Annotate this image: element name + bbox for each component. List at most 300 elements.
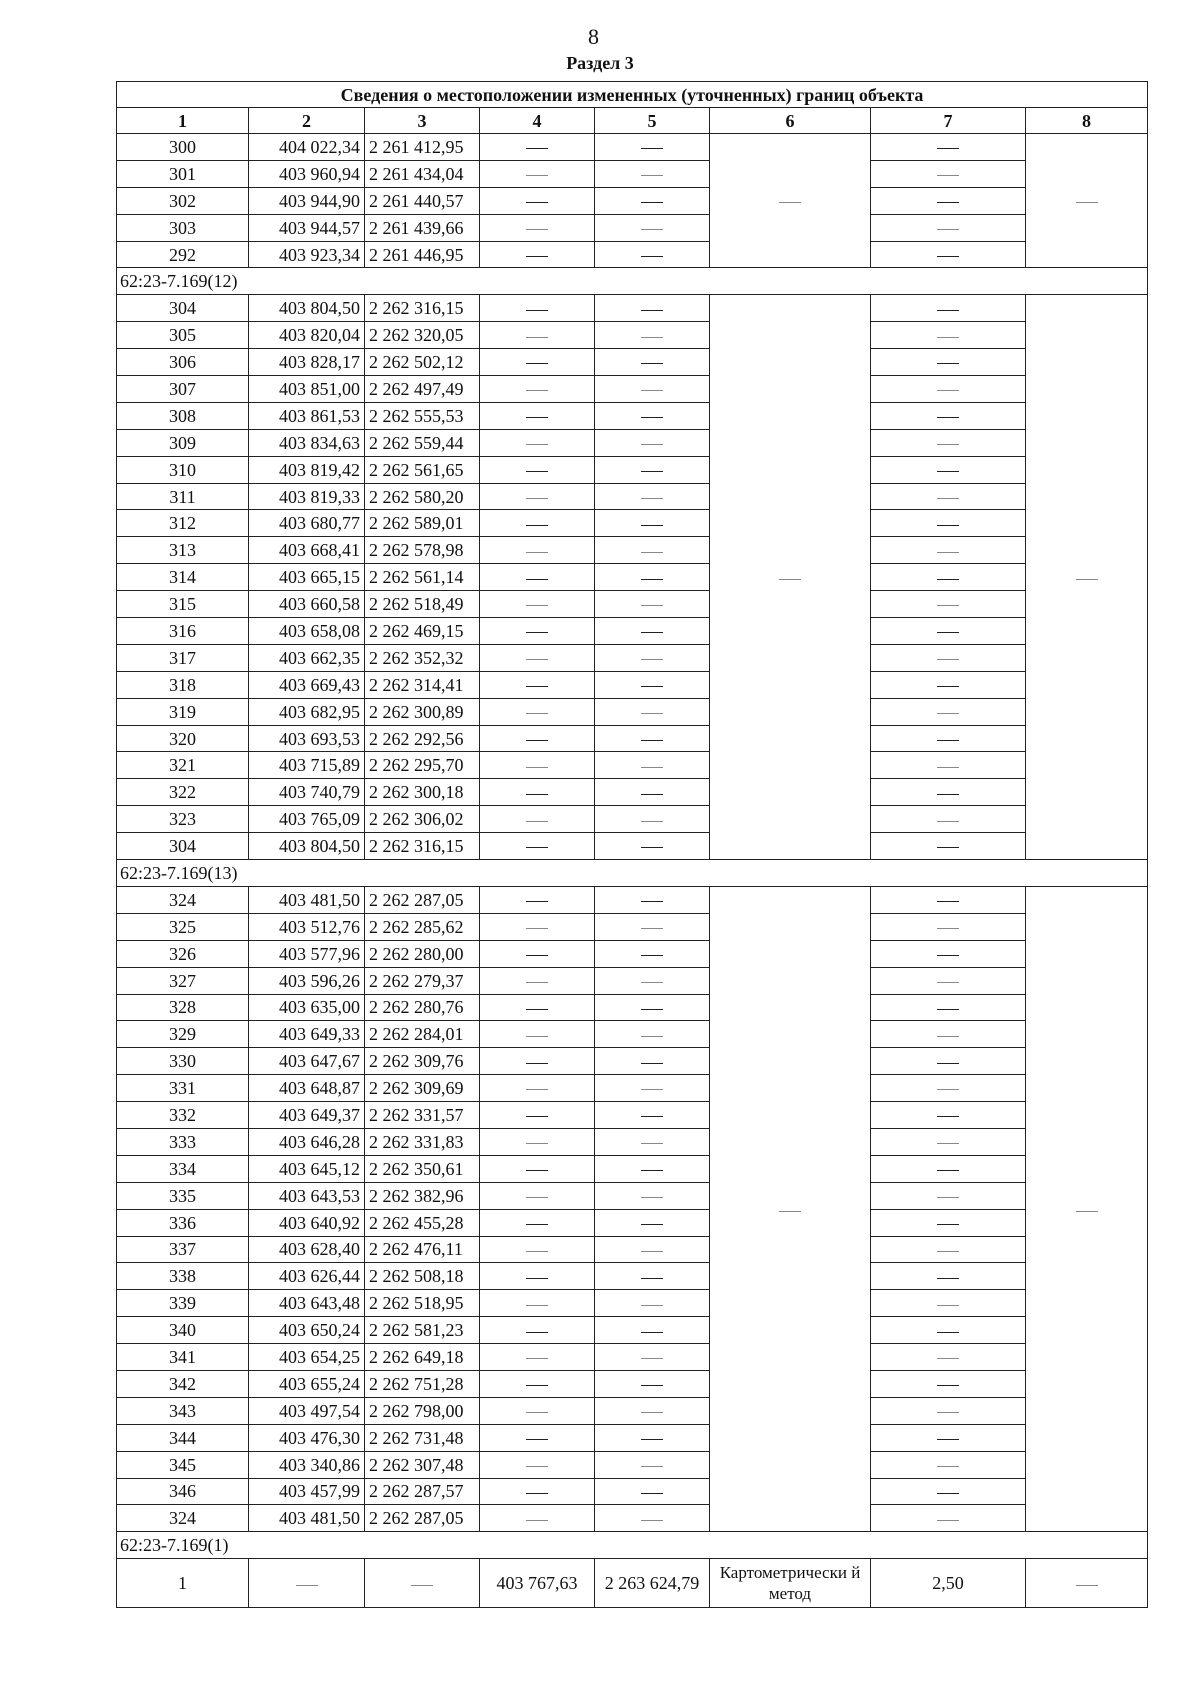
point-number: 342 [117,1370,249,1397]
col4-value [480,483,595,510]
table-row [117,160,1148,187]
coord-y: 2 261 412,95 [365,134,480,161]
dash-mark [526,928,548,929]
point-number: 343 [117,1397,249,1424]
dash-mark [526,901,548,902]
dash-mark [641,552,663,553]
dash-mark [641,847,663,848]
col1-value: 1 [117,1559,249,1608]
col4-value [480,886,595,913]
col4-value [480,618,595,645]
col5-value [595,402,710,429]
table-row [117,1182,1148,1209]
coord-y: 2 262 731,48 [365,1424,480,1451]
table-row [117,510,1148,537]
col5-value [595,591,710,618]
col4-value [480,1370,595,1397]
dash-mark [937,175,959,176]
col7-value [871,698,1026,725]
dash-mark [526,1036,548,1037]
dash-mark [937,552,959,553]
dash-mark [641,740,663,741]
col7-value [871,886,1026,913]
col7-value [871,510,1026,537]
table-row [117,752,1148,779]
coord-y: 2 262 352,32 [365,644,480,671]
col4-value [480,1424,595,1451]
point-number: 301 [117,160,249,187]
col5-value [595,1317,710,1344]
col4-value [480,940,595,967]
col7-value [871,644,1026,671]
column-header-8: 8 [1026,108,1148,134]
col7-value [871,160,1026,187]
coord-y: 2 262 561,65 [365,456,480,483]
col5-value [595,187,710,214]
col4-value [480,644,595,671]
table-row [117,1075,1148,1102]
point-number: 335 [117,1182,249,1209]
dash-mark [526,821,548,822]
dash-mark [641,659,663,660]
col7-value [871,913,1026,940]
col4-value [480,591,595,618]
col7-value [871,429,1026,456]
col4-value [480,214,595,241]
dash-mark [641,1251,663,1252]
dash-mark [526,1385,548,1386]
col4-value [480,1021,595,1048]
table-row [117,241,1148,268]
dash-mark [641,417,663,418]
group-label: 62:23-7.169(12) [117,268,1148,295]
column-header-1: 1 [117,108,249,134]
col6-merged [710,295,871,860]
dash-mark [526,1305,548,1306]
point-number: 330 [117,1048,249,1075]
col7-value [871,134,1026,161]
table-row [117,618,1148,645]
col5-value [595,806,710,833]
dash-mark [641,632,663,633]
point-number: 314 [117,564,249,591]
dash-mark [641,1385,663,1386]
table-row [117,806,1148,833]
dash-mark [641,1170,663,1171]
dash-mark [641,605,663,606]
column-header-5: 5 [595,108,710,134]
col8-value [1026,1559,1148,1608]
dash-mark [641,1493,663,1494]
coord-y: 2 262 287,05 [365,1505,480,1532]
coord-x: 403 682,95 [249,698,365,725]
col5-value [595,295,710,322]
col4-value [480,187,595,214]
coord-y: 2 262 649,18 [365,1344,480,1371]
table-title: Сведения о местоположении измененных (уточненных) границ объекта [117,82,1148,108]
dash-mark [641,148,663,149]
col4-value [480,806,595,833]
coord-y: 2 262 751,28 [365,1370,480,1397]
dash-mark [641,686,663,687]
col5-value [595,134,710,161]
col5-value [595,967,710,994]
dash-mark [937,1305,959,1306]
dash-mark [526,686,548,687]
dash-mark [526,1466,548,1467]
coord-x: 403 457,99 [249,1478,365,1505]
point-number: 324 [117,1505,249,1532]
col5-value [595,1370,710,1397]
dash-mark [937,794,959,795]
coord-x: 403 649,33 [249,1021,365,1048]
col5-value [595,537,710,564]
dash-mark [937,1412,959,1413]
coord-y: 2 262 502,12 [365,349,480,376]
col5-value: 2 263 624,79 [595,1559,710,1608]
col5-value [595,618,710,645]
dash-mark [937,659,959,660]
col5-value [595,1451,710,1478]
table-row [117,1424,1148,1451]
dash-mark [641,498,663,499]
table-row [117,940,1148,967]
point-number: 341 [117,1344,249,1371]
coord-y: 2 262 295,70 [365,752,480,779]
col5-value [595,1182,710,1209]
dash-mark [641,1224,663,1225]
dash-mark [937,310,959,311]
dash-mark [937,1358,959,1359]
dash-mark [526,767,548,768]
col5-value [595,1075,710,1102]
col7-value [871,214,1026,241]
coord-x: 403 643,53 [249,1182,365,1209]
dash-mark [937,1170,959,1171]
coord-x: 403 626,44 [249,1263,365,1290]
dash-mark [641,1332,663,1333]
point-number: 328 [117,994,249,1021]
dash-mark [641,256,663,257]
col4-value [480,1128,595,1155]
col7-value [871,1236,1026,1263]
dash-mark [526,632,548,633]
col5-value [595,779,710,806]
col7-value [871,994,1026,1021]
coord-y: 2 262 287,05 [365,886,480,913]
group-label: 62:23-7.169(1) [117,1532,1148,1559]
col7-value [871,187,1026,214]
table-row [117,725,1148,752]
coord-y: 2 262 331,57 [365,1102,480,1129]
dash-mark [937,417,959,418]
dash-mark [641,1036,663,1037]
coord-x: 403 476,30 [249,1424,365,1451]
col4-value [480,1236,595,1263]
point-number: 312 [117,510,249,537]
dash-mark [526,417,548,418]
col5-value [595,940,710,967]
table-row [117,1559,1148,1608]
dash-mark [526,337,548,338]
col5-value [595,1048,710,1075]
point-number: 339 [117,1290,249,1317]
dash-mark [937,1089,959,1090]
section-title: Раздел 3 [566,53,634,73]
point-number: 316 [117,618,249,645]
point-number: 309 [117,429,249,456]
point-number: 338 [117,1263,249,1290]
col7-value [871,1209,1026,1236]
coord-y: 2 262 798,00 [365,1397,480,1424]
col4-value [480,1478,595,1505]
col5-value [595,1397,710,1424]
col6-value: Картометрически й метод [710,1559,871,1608]
col4-value: 403 767,63 [480,1559,595,1608]
dash-mark [641,337,663,338]
col7-value [871,1075,1026,1102]
point-number: 319 [117,698,249,725]
dash-mark [526,1332,548,1333]
dash-mark [1076,1585,1098,1586]
col5-value [595,510,710,537]
point-number: 340 [117,1317,249,1344]
coord-x: 403 647,67 [249,1048,365,1075]
dash-mark [641,471,663,472]
col8-merged [1026,295,1148,860]
dash-mark [641,1466,663,1467]
group-label: 62:23-7.169(13) [117,860,1148,887]
dash-mark [1076,579,1098,580]
dash-mark [641,525,663,526]
table-row [117,1128,1148,1155]
table-row [117,913,1148,940]
point-number: 308 [117,402,249,429]
point-number: 313 [117,537,249,564]
table-row [117,994,1148,1021]
col5-value [595,160,710,187]
col4-value [480,322,595,349]
col7-value [871,1102,1026,1129]
col7-value [871,564,1026,591]
dash-mark [641,1089,663,1090]
coord-y: 2 262 279,37 [365,967,480,994]
dash-mark [641,444,663,445]
dash-mark [937,686,959,687]
table-row [117,1370,1148,1397]
col7-value [871,1478,1026,1505]
coord-y: 2 262 508,18 [365,1263,480,1290]
col7-value [871,967,1026,994]
col5-value [595,1505,710,1532]
col4-value [480,725,595,752]
col6-merged [710,886,871,1531]
col7-value [871,618,1026,645]
table-row [117,295,1148,322]
dash-mark [526,1278,548,1279]
dash-mark [937,229,959,230]
col5-value [595,698,710,725]
coord-x: 403 340,86 [249,1451,365,1478]
coord-x: 403 693,53 [249,725,365,752]
point-number: 304 [117,833,249,860]
table-row [117,1505,1148,1532]
dash-mark [526,390,548,391]
group-row [117,268,1148,295]
dash-mark [937,202,959,203]
dash-mark [526,1224,548,1225]
point-number: 344 [117,1424,249,1451]
dash-mark [526,1170,548,1171]
coord-x: 403 643,48 [249,1290,365,1317]
coord-y: 2 262 316,15 [365,833,480,860]
coord-y: 2 262 561,14 [365,564,480,591]
coord-y: 2 262 382,96 [365,1182,480,1209]
table-row [117,698,1148,725]
dash-mark [641,713,663,714]
dash-mark [641,955,663,956]
coord-x: 403 596,26 [249,967,365,994]
col5-value [595,1290,710,1317]
col4-value [480,913,595,940]
dash-mark [641,928,663,929]
table-row [117,214,1148,241]
dash-mark [937,847,959,848]
col7-value [871,671,1026,698]
dash-mark [641,982,663,983]
coord-x: 403 820,04 [249,322,365,349]
col4-value [480,1397,595,1424]
dash-mark [779,579,801,580]
coord-y: 2 262 300,18 [365,779,480,806]
column-header-7: 7 [871,108,1026,134]
point-number: 324 [117,886,249,913]
col4-value [480,241,595,268]
point-number: 304 [117,295,249,322]
table-row [117,349,1148,376]
dash-mark [526,552,548,553]
dash-mark [411,1585,433,1586]
col7-value [871,1424,1026,1451]
coord-x: 403 680,77 [249,510,365,537]
col7-value [871,349,1026,376]
col5-value [595,644,710,671]
dash-mark [526,847,548,848]
dash-mark [526,471,548,472]
table-row [117,591,1148,618]
col7-value [871,1317,1026,1344]
col8-merged [1026,886,1148,1531]
col7-value [871,1370,1026,1397]
dash-mark [526,1197,548,1198]
table-row [117,564,1148,591]
col7-value [871,1397,1026,1424]
dash-mark [937,1466,959,1467]
point-number: 323 [117,806,249,833]
col7-value [871,940,1026,967]
column-header-4: 4 [480,108,595,134]
col7-value [871,402,1026,429]
dash-mark [641,1063,663,1064]
dash-mark [641,821,663,822]
coord-x: 403 650,24 [249,1317,365,1344]
col4-value [480,1263,595,1290]
coord-y: 2 262 518,49 [365,591,480,618]
coord-y: 2 262 580,20 [365,483,480,510]
dash-mark [641,1143,663,1144]
coord-y: 2 262 497,49 [365,376,480,403]
col5-value [595,564,710,591]
dash-mark [937,1224,959,1225]
dash-mark [526,605,548,606]
dash-mark [641,1520,663,1521]
dash-mark [937,148,959,149]
col7-value [871,806,1026,833]
col5-value [595,725,710,752]
point-number: 310 [117,456,249,483]
col5-value [595,913,710,940]
table-row [117,1478,1148,1505]
col4-value [480,698,595,725]
col4-value [480,1451,595,1478]
dash-mark [526,1493,548,1494]
col7-value [871,241,1026,268]
col5-value [595,752,710,779]
table-row [117,1290,1148,1317]
point-number: 325 [117,913,249,940]
point-number: 317 [117,644,249,671]
coord-x: 403 635,00 [249,994,365,1021]
dash-mark [937,444,959,445]
table-row [117,376,1148,403]
table-row [117,779,1148,806]
dash-mark [641,1305,663,1306]
col4-value [480,1182,595,1209]
dash-mark [937,955,959,956]
point-number: 322 [117,779,249,806]
point-number: 321 [117,752,249,779]
col7-value [871,1344,1026,1371]
dash-mark [937,1251,959,1252]
col4-value [480,1344,595,1371]
dash-mark [641,310,663,311]
point-number: 329 [117,1021,249,1048]
column-header-3: 3 [365,108,480,134]
col5-value [595,1102,710,1129]
coord-x: 403 851,00 [249,376,365,403]
point-number: 337 [117,1236,249,1263]
dash-mark [937,740,959,741]
dash-mark [526,310,548,311]
coord-y: 2 262 300,89 [365,698,480,725]
table-row [117,483,1148,510]
coord-x: 403 828,17 [249,349,365,376]
point-number: 320 [117,725,249,752]
coord-y: 2 262 320,05 [365,322,480,349]
col4-value [480,349,595,376]
table-row [117,1263,1148,1290]
coord-y: 2 262 292,56 [365,725,480,752]
dash-mark [1076,1211,1098,1212]
col5-value [595,886,710,913]
coord-y: 2 262 476,11 [365,1236,480,1263]
col4-value [480,456,595,483]
dash-mark [526,175,548,176]
dash-mark [937,1439,959,1440]
table-row [117,1048,1148,1075]
coord-x: 403 655,24 [249,1370,365,1397]
col4-value [480,967,595,994]
